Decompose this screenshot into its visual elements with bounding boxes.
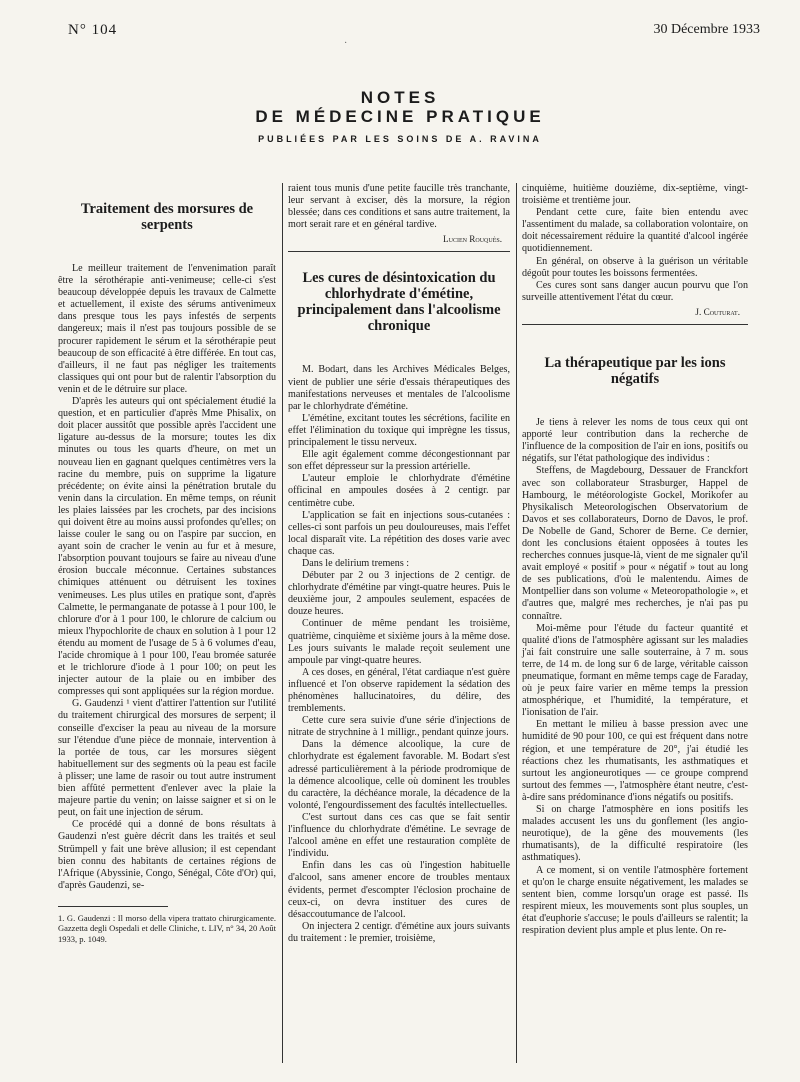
- paragraph: C'est surtout dans ces cas que se fait sentir l'influence du chlorhydrate d'émétine. Le sevrage de l'alcool amène en effet une restauration complète de l'individu.: [288, 811, 510, 860]
- paragraph: Dans le delirium tremens :: [302, 557, 410, 569]
- paragraph: D'après les auteurs qui ont spécialement étudié la question, et en particulier d'après Mme Phisalix, on doit placer aussitôt que possible après l'accident une ligature au-dessus de la morsure; toutes les dix minutes ou tous les quarts d'heure, on met un nouveau lien en gagnant quelques centimètres vers la racine du membre, puis on supprime la ligature précédente; on évite ainsi la pénétration brutale du venin dans la circulation. En même temps, on réunit les plaies laissées par les crochets, par des incisions qui doivent être au moins aussi profondes qu'elles; on laisse couler le sang ou on l'aspire par succion, en ayant soin de cracher le venin au fur et à mesure, l'absorption pouvant toujours se faire au niveau d'une érosion buccale méconnue. Certaines substances chimiques atténuent ou détruisent les toxines venimeuses. Les plus utiles en pratique sont, d'après Calmette, le permanganate de potasse à 1 pour 100, le chlorure d'or à 1 pour 100, le chlorure de calcium ou mieux l'hypochlorite de chaux en solution à 1 pour 12 étendu au moment de l'usage de 5 à 6 volumes d'eau, l'acide chromique à 1 pour 100, l'eau bromée saturée et le trichlorure d'iode à 1 pour 100; on peut les injecter autour de la plaie ou en imbiber des compresses qui sont appliquées sur la région mordue.: [58, 396, 276, 698]
- masthead-subtitle: PUBLIÉES PAR LES SOINS DE A. RAVINA: [258, 134, 542, 145]
- paragraph: Moi-même pour l'étude du facteur quantité et qualité d'ions de l'atmosphère agissant sur les maladies j'ai fait construire une salle souterraine, à 7 m. sous terre, de 14 m. de long sur 6 de large, véritable caisson pneumatique, formant en même temps cage de Faraday, où je peux faire varier en même temps la pression atmosphérique, et l'humidité, la température, et l'ionisation de l'air.: [522, 622, 748, 719]
- author-signature: J. Couturat.: [695, 306, 740, 317]
- paragraph: Débuter par 2 ou 3 injections de 2 centigr. de chlorhydrate d'émétine par vingt-quatre heures. Puis le deuxième jour, 2 ampoules seulement, espacées de douze heures.: [288, 570, 510, 618]
- paragraph: Steffens, de Magdebourg, Dessauer de Franckfort avec son collaborateur Strasburger, Happel de Hambourg, le météorologiste Gockel, Morikofer au Physikalisch Meteorologischen Observatorium de Davos et ses collaborateurs, Dorno de Davos, le prof. De Nobelle de Gand, Schorer de Berne. Ce dernier, dont les conclusions étaient opposées à toutes les recherches connues jusque-là, vient de me signaler qu'il avait employé « positif » pour « négatif » tout au long de ses publications, d'où le malentendu. Aimes de Montpellier dans son volume « Meteoropathologie », et d'autres que, malgré mes recherches, je n'ai pas pu connaître.: [522, 465, 748, 622]
- column-divider-1: [282, 183, 283, 1063]
- paragraph: A ce moment, si on ventile l'atmosphère fortement et qu'on le charge ensuite négativement, les malades se sentent bien, comme lorsqu'un orage est passé. Ils respirent mieux, les mouvements sont plus souples, un état d'euphorie s'accuse; le pouls d'ailleurs se ralentit; la respiration devient plus ample et plus lente. On re-: [522, 864, 748, 936]
- paragraph: L'auteur emploie le chlorhydrate d'émétine officinal en ampoules dosées à 2 centigr. par centimètre cube.: [288, 473, 510, 509]
- paragraph-continuation: raient tous munis d'une petite faucille très tranchante, leur servant à exciser, dès la morsure, la région blessée; dans ces conditions et sans autre traitement, la mort serait rare et en général tardive.: [288, 183, 510, 231]
- paragraph: En général, on observe à la guérison un véritable dégoût pour toutes les boissons fermentées.: [522, 255, 748, 279]
- paragraph: Le meilleur traitement de l'envenimation paraît être la sérothérapie anti-venimeuse; celle-ci s'est beaucoup développée depuis les travaux de Calmette et actuellement, il existe des sérums antivenimeux dans presque tous les pays infestés de serpents dangereux; mais il n'est pas toujours possible de se procurer rapidement le sérum et la sérothérapie peut beaucoup de son efficacité à être différée. En tout cas, d'ailleurs, il ne faut pas négliger les traitements classiques qui ont pour but de ralentir l'absorption du venin et de le détruire sur place.: [58, 263, 276, 395]
- page-header: [0, 22, 800, 52]
- issue-date: 30 Décembre 1933: [653, 22, 760, 37]
- paragraph-continuation: cinquième, huitième douzième, dix-septième, vingt-troisième et trentième jour.: [522, 183, 748, 207]
- footnote: 1. G. Gaudenzi : Il morso della vipera trattato chirurgicamente. Gazzetta degli Ospedali et delle Cliniche, t. LIV, n° 34, 20 Août 1933, p. 1049.: [58, 912, 276, 944]
- article-title-ions: La thérapeutique par les ions négatifs: [544, 355, 726, 388]
- paragraph: L'émétine, excitant toutes les sécrétions, facilite en effet l'élimination du toxique qui imprègne les tissus, principalement le tissu nerveux.: [288, 412, 510, 449]
- paragraph: M. Bodart, dans les Archives Médicales Belges, vient de publier une série d'essais thérapeutiques des manifestations nerveuses et mentales de l'alcoolisme par le chlorhydrate d'émétine.: [288, 364, 510, 412]
- paragraph: Ces cures sont sans danger aucun pourvu que l'on surveille attentivement l'état du cœur.: [522, 279, 748, 303]
- paragraph: Ce procédé qui a donné de bons résultats à Gaudenzi n'est guère décrit dans les traités et seul Strümpell y fait une brève allusion; il est cependant bien connu des habitants de certaines régions de l'Afrique (Abyssinie, Congo, Sénégal, Côte d'Or) qui, d'après Gaudenzi, se-: [58, 819, 276, 891]
- masthead-line-1: NOTES: [360, 88, 440, 107]
- paragraph: Je tiens à relever les noms de tous ceux qui ont apporté leur contribution dans la recherche de l'influence de la composition de l'air en ions, positifs ou négatifs, sur l'état pathologique des individus :: [522, 417, 748, 465]
- column-3: [522, 183, 748, 937]
- paragraph: Cette cure sera suivie d'une série d'injections de nitrate de strychnine à 1 milligr., pendant quinze jours.: [288, 715, 510, 739]
- paragraph: Pendant cette cure, faite bien entendu avec l'assentiment du malade, sa collaboration volontaire, on doit nécessairement réduire la quantité d'alcool ingérée quotidiennement.: [522, 207, 748, 255]
- paragraph: Enfin dans les cas où l'ingestion habituelle d'alcool, sans amener encore de troubles mentaux évidents, permet d'escompter l'éclosion prochaine de ceux-ci, on devra instituer des cures de désaccoutumance de l'alcool.: [288, 860, 510, 920]
- paragraph: G. Gaudenzi ¹ vient d'attirer l'attention sur l'utilité du traitement chirurgical des morsures de serpent; il conseille d'exciser la peau au niveau de la morsure sur l'étendue d'une pièce de monnaie, intervention à la portée de tous, car les morsures siègent habituellement sur des segments où la peau est facile à plisser; une lame de rasoir ou tout autre instrument bien affûté permettent d'enlever avec la plaie la majeure partie du venin; on laisse saigner et si on le peut, on fait une injection de sérum.: [58, 698, 276, 819]
- masthead-line-2: DE MÉDECINE PRATIQUE: [255, 107, 545, 127]
- paragraph: L'application se fait en injections sous-cutanées : celles-ci sont parfois un peu douloureuses, mais l'effet local disparaît vite. La répétition des doses varie avec chaque cas.: [288, 509, 510, 557]
- paragraph: Elle agit également comme décongestionnant par son effet dépresseur sur la pression artérielle.: [288, 449, 510, 473]
- ink-dot: ·: [344, 38, 348, 49]
- masthead: [0, 88, 800, 144]
- article-title-emetine: Les cures de désintoxication du chlorhydrate d'émétine, principalement dans l'alcoolisme chronique: [297, 270, 501, 335]
- column-divider-2: [516, 183, 517, 1063]
- issue-number: N° 104: [68, 22, 118, 38]
- column-2: [288, 183, 510, 945]
- article-separator: [522, 324, 748, 325]
- column-1: [58, 183, 276, 944]
- paragraph: On injectera 2 centigr. d'émétine aux jours suivants du traitement : le premier, troisième,: [288, 920, 510, 944]
- footnote-rule: [58, 906, 168, 907]
- paragraph: En mettant le milieu à basse pression avec une humidité de 90 pour 100, ce qui est fréquent dans notre région, et une température de 20°, j'ai étudié les réactions chez les rhumatisants, les asthmatiques et surtout les angioneurotiques — ce groupe comprend surtout des femmes —, l'atmosphère étant neutre, c'est-à-dire sans prédominance d'ions négatifs ou positifs.: [522, 719, 748, 803]
- paragraph: A ces doses, en général, l'état cardiaque n'est guère influencé et l'on observe rapidement la sédation des phénomènes hallucinatoires, du délire, des tremblements.: [288, 666, 510, 715]
- article-separator: [288, 251, 510, 252]
- article-title-serpents: Traitement des morsures de serpents: [80, 201, 254, 233]
- author-signature: Lucien Rouquès.: [443, 234, 502, 245]
- paragraph: Dans la démence alcoolique, la cure de chlorhydrate est également favorable. M. Bodart s'est adressé particulièrement à la période prodromique de la démence alcoolique, celle où dominent les troubles du caractère, la déchéance morale, la décadence de la volonté, l'engourdissement des facultés intellectuelles.: [288, 739, 510, 811]
- paragraph: Si on charge l'atmosphère en ions positifs les malades accusent les uns du gonflement (les angio-neurotique), de la gêne des mouvements (les rhumatisants), de la difficulté respiratoire (les asthmatiques).: [522, 804, 748, 864]
- paragraph: Continuer de même pendant les troisième, quatrième, cinquième et sixième jours à la même dose. Les jours suivants le malade reçoit seulement une ampoule par vingt-quatre heures.: [288, 618, 510, 666]
